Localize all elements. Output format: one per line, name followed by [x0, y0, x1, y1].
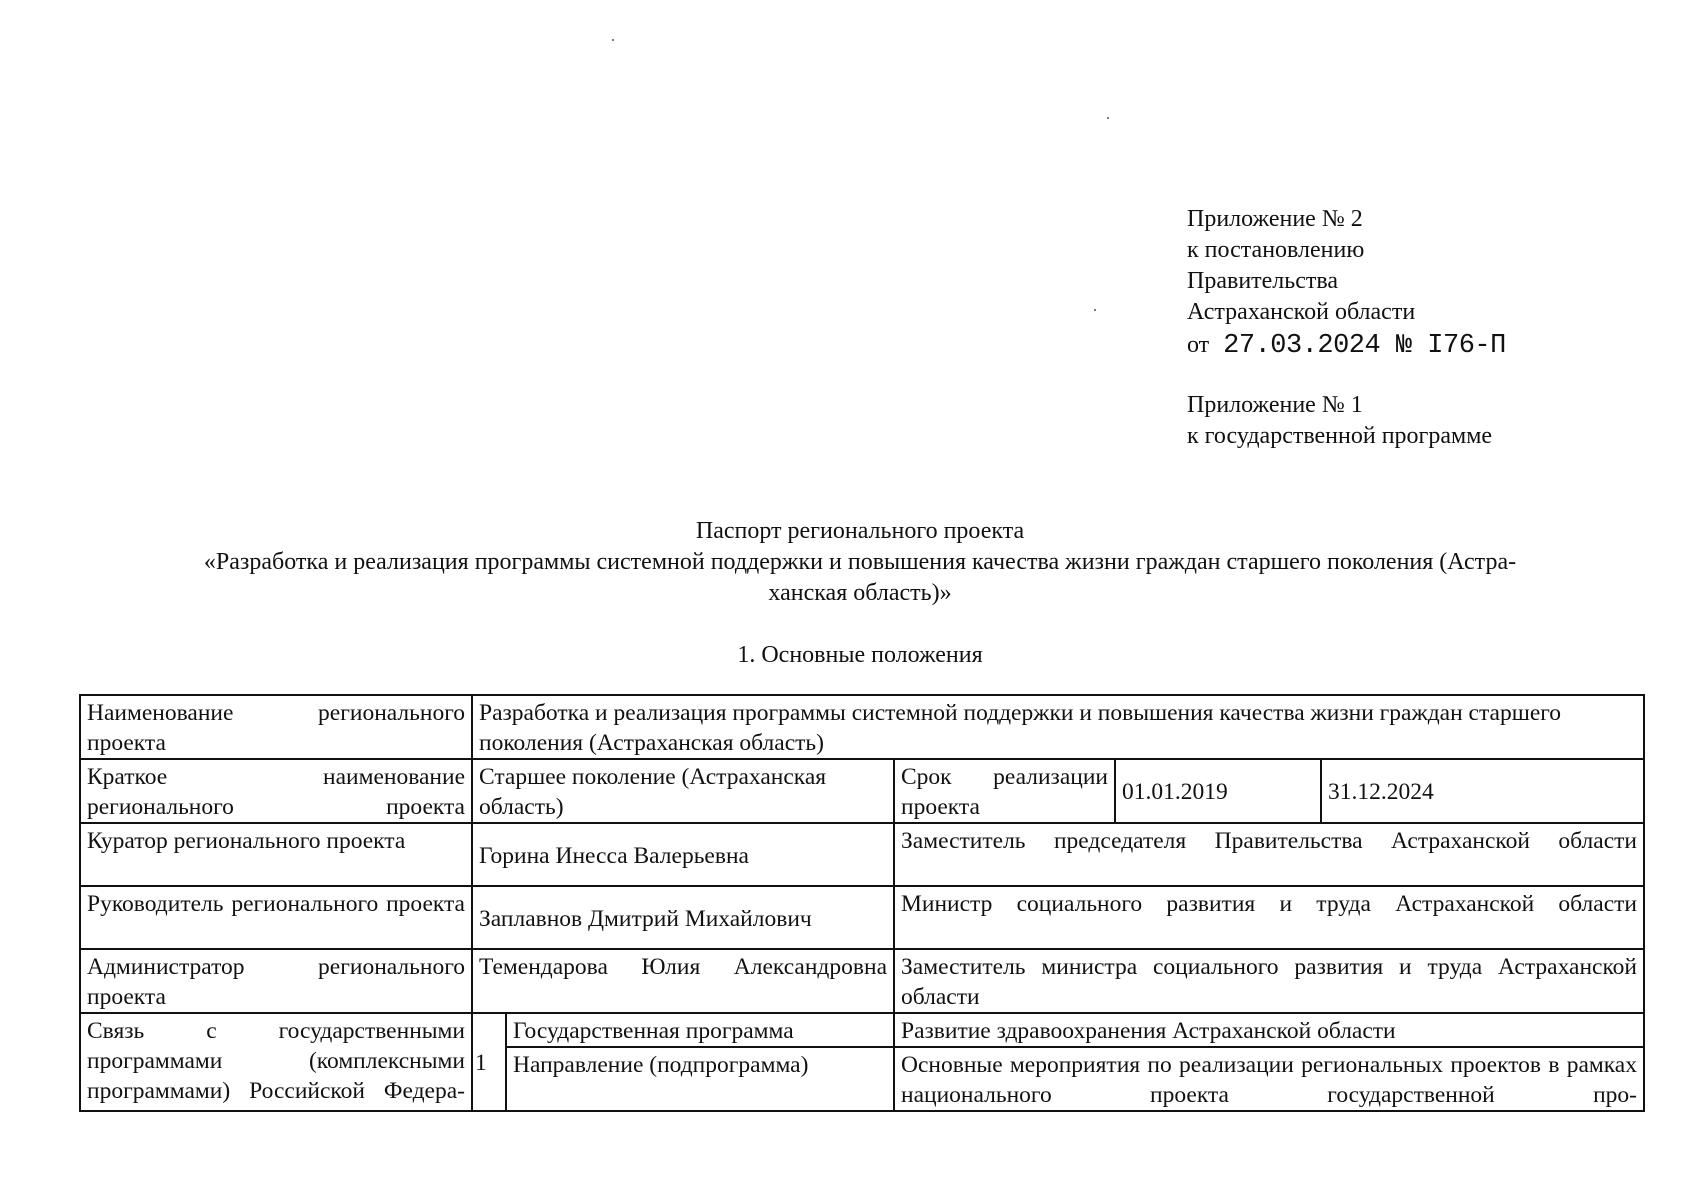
- head-label: Руководитель регионального проекта: [80, 886, 472, 949]
- direction-value: Основные мероприятия по реализации региональных проектов в рамках национального проекта государственной про-: [894, 1047, 1644, 1111]
- curator-position: Заместитель председателя Правительства Астраханской области: [894, 823, 1644, 886]
- table-row: [80, 886, 1644, 949]
- table-row: [80, 695, 1644, 759]
- head-position: Министр социального развития и труда Астраханской области: [894, 886, 1644, 949]
- links-label: Связь с государственными программами (комплексными программами) Российской Федера-: [80, 1013, 472, 1111]
- head-name: Заплавнов Дмитрий Михайлович: [472, 886, 894, 949]
- title-line: «Разработка и реализация программы системной поддержки и повышения качества жизни граждан старшего поколения (Астра-: [203, 549, 1517, 575]
- section-heading: 1. Основные положения: [737, 642, 983, 668]
- appendix-1-line: Приложение № 1: [1187, 392, 1363, 418]
- table-row: [80, 759, 1644, 823]
- appendix-2-line: Правительства: [1187, 268, 1339, 294]
- decree-date-number: 27.03.2024 № I76-П: [1223, 331, 1506, 361]
- curator-label: Куратор регионального проекта: [80, 823, 472, 886]
- state-program-value: Развитие здравоохранения Астраханской области: [894, 1013, 1644, 1047]
- appendix-2-line: Приложение № 2: [1187, 206, 1363, 232]
- links-number-text: 1: [475, 1050, 487, 1076]
- appendix-2-line: к постановлению: [1187, 237, 1365, 263]
- scan-speck: [1107, 117, 1109, 119]
- table-row: [80, 823, 1644, 886]
- short-name-value: Старшее поколение (Астраханская область): [472, 759, 894, 823]
- links-number: [472, 1013, 506, 1111]
- short-name-label: Краткое наименование регионального проекта: [80, 759, 472, 823]
- admin-name: Темендарова Юлия Александровна: [472, 949, 894, 1013]
- scan-speck: [612, 39, 614, 41]
- document-title: [90, 516, 1630, 609]
- appendix-1-block: [1187, 390, 1492, 452]
- decree-prefix: от: [1187, 332, 1210, 358]
- scan-speck: [1094, 309, 1096, 311]
- term-label: Срок реализации проекта: [894, 759, 1115, 823]
- decree-line: [1187, 330, 1506, 362]
- passport-table: [79, 694, 1645, 1112]
- title-line: Паспорт регионального проекта: [695, 518, 1025, 544]
- curator-name: Горина Инесса Валерьевна: [472, 823, 894, 886]
- table-row: [80, 949, 1644, 1013]
- admin-label: Администратор регионального проекта: [80, 949, 472, 1013]
- direction-label: Направление (подпрограмма): [506, 1047, 894, 1111]
- state-program-label: Государственная программа: [506, 1013, 894, 1047]
- project-name-value: Разработка и реализация программы системной поддержки и повышения качества жизни граждан старшего поколения (Астраханская область): [472, 695, 1644, 759]
- appendix-2-line: Астраханской области: [1187, 299, 1416, 325]
- table-row: [80, 1013, 1644, 1047]
- title-line: ханская область)»: [768, 580, 952, 606]
- start-date: 01.01.2019: [1115, 759, 1321, 823]
- end-date: 31.12.2024: [1321, 759, 1644, 823]
- appendix-2-block: [1187, 204, 1506, 362]
- appendix-1-line: к государственной программе: [1187, 423, 1493, 449]
- project-name-label: Наименование регионального проекта: [80, 695, 472, 759]
- admin-position: Заместитель министра социального развития и труда Астраханской области: [894, 949, 1644, 1013]
